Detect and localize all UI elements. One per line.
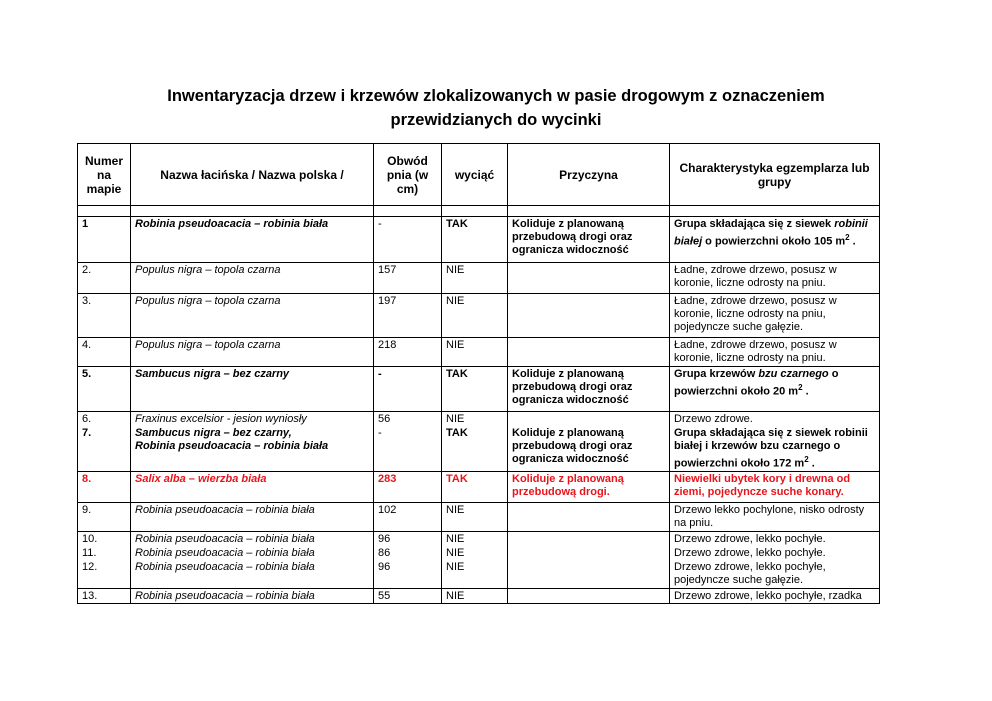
row-name: Populus nigra – topola czarna [131,263,374,294]
row-cut: NIE [442,546,508,560]
header-cut: wyciąć [442,144,508,206]
row-girth: 102 [374,502,442,531]
row-num: 7. [78,426,131,471]
table-row [78,589,880,604]
header-name: Nazwa łacińska / Nazwa polska / [131,144,374,206]
header-reason: Przyczyna [508,144,670,206]
row-desc: Drzewo zdrowe, lekko pochyłe, rzadka [670,589,880,604]
row-desc: Ładne, zdrowe drzewo, posusz w koronie, liczne odrosty na pniu. [670,338,880,367]
row-num: 12. [78,560,131,589]
row-girth: 96 [374,560,442,589]
row-name: Robinia pseudoacacia – robinia biała [131,502,374,531]
table-row [78,471,880,502]
row-num: 1 [78,217,131,263]
row-desc: Grupa krzewów bzu czarnego o powierzchni około 20 $m^2$ . [670,367,880,412]
row-desc: Drzewo zdrowe. [670,412,880,427]
row-girth: 55 [374,589,442,604]
row-cut: TAK [442,367,508,412]
row-reason: Koliduje z planowaną przebudową drogi oraz ogranicza widoczność [508,426,670,471]
row-reason [508,294,670,338]
table-row [78,560,880,589]
table-row [78,426,880,471]
row-cut: NIE [442,338,508,367]
row-cut: NIE [442,412,508,427]
row-desc: Drzewo zdrowe, lekko pochyłe, pojedyncze suche gałęzie. [670,560,880,589]
table-row [78,217,880,263]
table-row [78,263,880,294]
header-desc: Charakterystyka egzemplarza lub grupy [670,144,880,206]
table-row [78,294,880,338]
spacer-row [78,206,880,217]
row-cut: NIE [442,589,508,604]
header-num: Numer na mapie [78,144,131,206]
row-desc: Ładne, zdrowe drzewo, posusz w koronie, liczne odrosty na pniu, pojedyncze suche gałęzie. [670,294,880,338]
row-name: Robinia pseudoacacia – robinia biała [131,560,374,589]
row-girth: 283 [374,471,442,502]
row-cut: NIE [442,502,508,531]
row-reason [508,338,670,367]
row-reason [508,589,670,604]
row-name: Robinia pseudoacacia – robinia biała [131,589,374,604]
title-line-2: przewidzianych do wycinki [390,111,602,129]
row-cut: NIE [442,531,508,546]
header-girth: Obwód pnia (w cm) [374,144,442,206]
row-girth: 56 [374,412,442,427]
title-line-1: Inwentaryzacja drzew i krzewów zlokalizowanych w pasie drogowym z oznaczeniem [167,87,825,105]
row-name: Robinia pseudoacacia – robinia biała [131,217,374,263]
row-num: 5. [78,367,131,412]
row-girth: 86 [374,546,442,560]
row-cut: TAK [442,471,508,502]
row-desc: Ładne, zdrowe drzewo, posusz w koronie, liczne odrosty na pniu. [670,263,880,294]
row-name: Fraxinus excelsior - jesion wyniosły [131,412,374,427]
row-girth: - [374,217,442,263]
row-reason: Koliduje z planowaną przebudową drogi oraz ogranicza widoczność [508,367,670,412]
row-name: Robinia pseudoacacia – robinia biała [131,531,374,546]
row-name: Sambucus nigra – bez czarny, Robinia pseudoacacia – robinia biała [131,426,374,471]
row-name: Populus nigra – topola czarna [131,294,374,338]
row-cut: TAK [442,217,508,263]
document-title [80,84,912,132]
row-num: 9. [78,502,131,531]
row-num: 6. [78,412,131,427]
table-row [78,367,880,412]
row-desc: Drzewo zdrowe, lekko pochyłe. [670,531,880,546]
row-desc: Drzewo zdrowe, lekko pochyłe. [670,546,880,560]
table-row [78,546,880,560]
row-cut: NIE [442,294,508,338]
row-num: 2. [78,263,131,294]
table-row [78,502,880,531]
inventory-table [77,143,880,604]
row-num: 10. [78,531,131,546]
row-num: 8. [78,471,131,502]
row-name: Salix alba – wierzba biała [131,471,374,502]
row-reason [508,560,670,589]
row-desc: Grupa składająca się z siewek robinii białej o powierzchni około 105 $m^2$ . [670,217,880,263]
row-desc: Drzewo lekko pochylone, nisko odrosty na pniu. [670,502,880,531]
row-name: Sambucus nigra – bez czarny [131,367,374,412]
row-num: 13. [78,589,131,604]
row-cut: NIE [442,560,508,589]
row-girth: 96 [374,531,442,546]
row-name: Populus nigra – topola czarna [131,338,374,367]
row-reason: Koliduje z planowaną przebudową drogi oraz ogranicza widoczność [508,217,670,263]
row-girth: 197 [374,294,442,338]
row-num: 4. [78,338,131,367]
row-reason [508,531,670,546]
table-row [78,531,880,546]
row-reason [508,546,670,560]
row-girth: - [374,367,442,412]
row-reason [508,502,670,531]
row-reason [508,263,670,294]
table-row [78,338,880,367]
row-reason: Koliduje z planowaną przebudową drogi. [508,471,670,502]
row-num: 3. [78,294,131,338]
row-girth: - [374,426,442,471]
row-name: Robinia pseudoacacia – robinia biała [131,546,374,560]
row-num: 11. [78,546,131,560]
row-girth: 218 [374,338,442,367]
header-row [78,144,880,206]
table-row [78,412,880,427]
row-desc: Niewielki ubytek kory i drewna od ziemi, pojedyncze suche konary. [670,471,880,502]
row-reason [508,412,670,427]
row-desc: Grupa składająca się z siewek robinii białej i krzewów bzu czarnego o powierzchni około 172 $m^2$ . [670,426,880,471]
row-cut: TAK [442,426,508,471]
row-girth: 157 [374,263,442,294]
row-cut: NIE [442,263,508,294]
